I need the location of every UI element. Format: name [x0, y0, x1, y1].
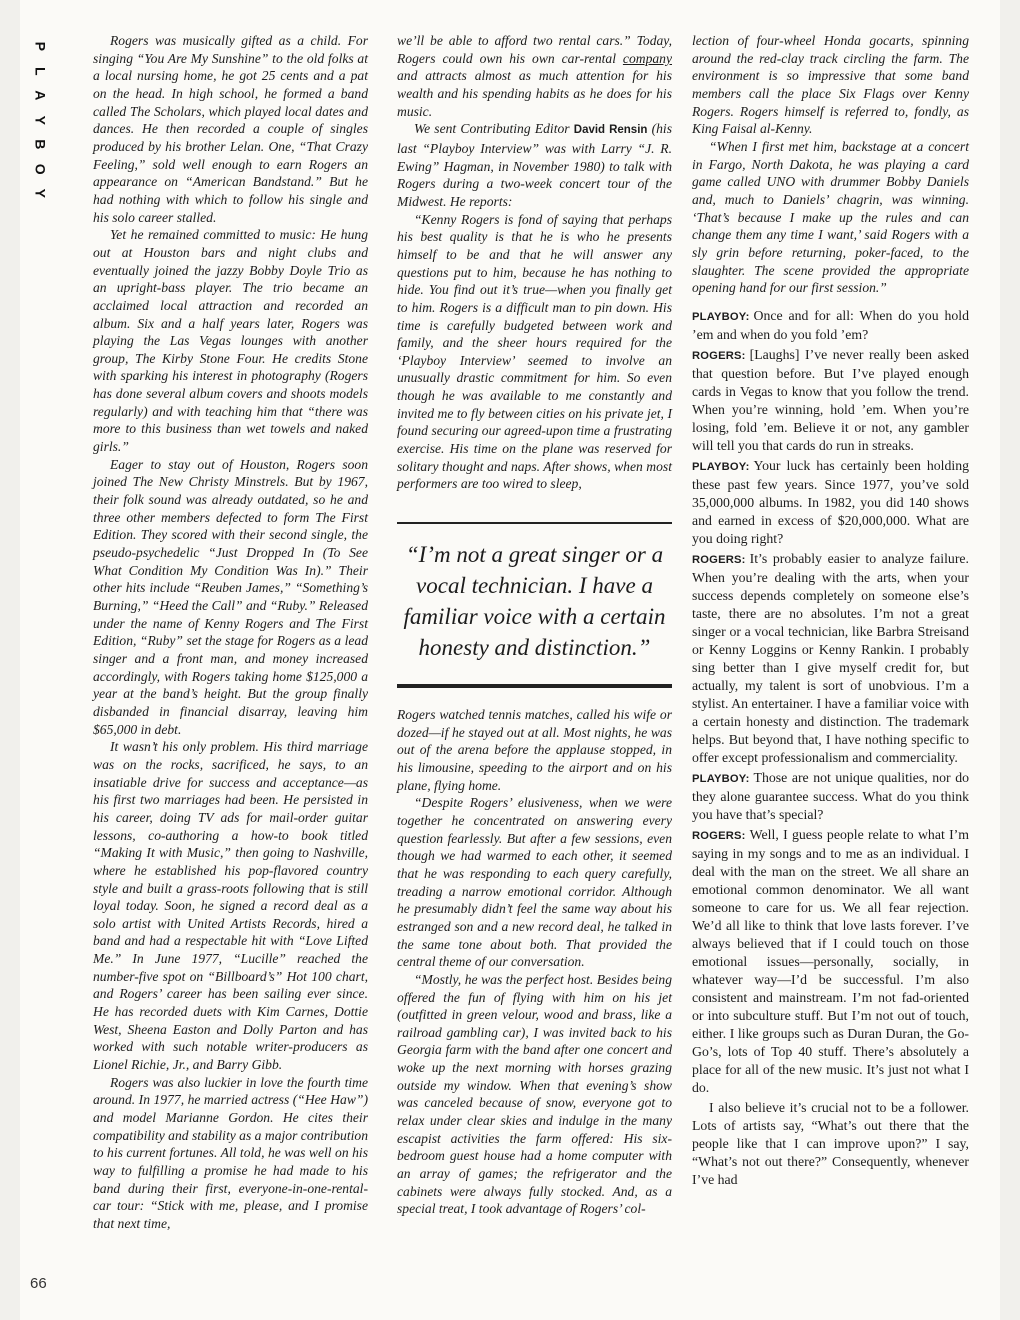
article-column-3: [692, 32, 969, 1189]
speaker-label: ROGERS:: [692, 349, 746, 362]
qa-paragraph: I also believe it’s crucial not to be a follower. Lots of artists say, “What’s out there that the people like that I can improve upon?” I say, “What’s not out there?” Consequently, whenever I’ve had: [692, 1099, 969, 1187]
body-paragraph: lection of four-wheel Honda gocarts, spinning around the red-clay track circling the farm. The environment is so impressive that some band members call the place Six Flags over Kenny Rogers. Rogers himself is referred to, fondly, as King Faisal al-Kenny.: [692, 33, 969, 137]
speaker-label: ROGERS:: [692, 829, 746, 842]
running-head-letter: L: [32, 66, 49, 76]
text-run: We sent Contributing Editor: [414, 121, 574, 137]
qa-text: Once and for all: When do you hold ’em and when do you fold ’em?: [692, 307, 969, 342]
pull-quote-text: “I’m not a great singer or a vocal technician. I have a familiar voice with a certain honesty and distinction.”: [403, 542, 666, 660]
magazine-running-head: [33, 34, 47, 206]
body-paragraph: Rogers watched tennis matches, called his wife or dozed—if he stayed out at all. Most nights, he was out of the arena before the applause stopped, in his limousine, speeding to the airport and on his plane, flying home.: [397, 707, 672, 793]
text-run: we’ll be able to afford two rental cars.” Today, Rogers could own his own car-rental: [397, 33, 672, 66]
editor-name: David Rensin: [573, 124, 648, 137]
speaker-label: PLAYBOY:: [692, 772, 750, 785]
running-head-letter: O: [32, 163, 49, 175]
body-paragraph: “Despite Rogers’ elusiveness, when we were together he concentrated on answering every question fearlessly. But after a few sessions, even though we had warmed to each other, it seemed that he was responding to each query carefully, treading a narrow emotional corridor. Although he presumably didn’t feel the same way about his estranged son and a new record deal, he talked in the same tone about both. That provided the central theme of our conversation.: [397, 795, 672, 970]
article-column-2: [397, 32, 672, 493]
article-column-1: [93, 32, 368, 1233]
body-paragraph: Rogers was musically gifted as a child. For singing “You Are My Sunshine” to the old folks at a local nursing home, he got 25 cents and a pat on the head. In high school, he formed a band called The Scholars, which played local dates and dances. He then recorded a couple of singles produced by his brother Lelan. One, “That Crazy Feeling,” sold well enough to earn Rogers an appearance on “American Bandstand.” But he had nothing with which to follow his single and his solo career stalled.: [93, 33, 368, 225]
qa-text: Those are not unique qualities, nor do they alone guarantee success. What do you think you have that’s special?: [692, 769, 969, 822]
body-paragraph: “When I first met him, backstage at a concert in Fargo, North Dakota, he was playing a card game called UNO with drummer Bobby Daniels and, much to Daniels’ chagrin, was winning. ‘That’s because I make up the rules and can change them any time I want,’ said Rogers with a sly grin before returning, poker-faced, to the slaughter. The scene provided the appropriate opening hand for our first session.”: [692, 138, 969, 296]
qa-paragraph: [692, 346, 969, 455]
qa-paragraph: [692, 307, 969, 344]
qa-text: Your luck has certainly been holding these past few years. Since 1977, you’ve sold 35,000,000 albums. In 1982, you did 140 shows and earned in excess of $20,000,000. What are you doing right?: [692, 457, 969, 546]
qa-text: It’s probably easier to analyze failure. When you’re dealing with the arts, when your success depends completely on someone else’s taste, there are no absolutes. I’m not a great singer or a vocal technician, like Barbra Streisand or Kenny Loggins or Kenny Rankin. I probably sing better than I give myself credit for, but actually, my talent is sort of unobvious. I’m a stylist. An entertainer. I have a familiar voice with a certain honesty and distinction. The trademark helps. But beyond that, I have nothing specific to offer except professionalism and commerciality.: [692, 550, 969, 765]
running-head-letter: Y: [32, 188, 49, 198]
body-paragraph: Rogers was also luckier in love the fourth time around. In 1977, he married actress (“Hee Haw”) and model Marianne Gordon. He cites their compatibility and stability as a major contribution to his current fortunes. All told, he was well on his way to fulfilling a promise he had made to his band during their first, everyone-in-one-rental-car tour: “Stick with me, please, and I promise that next time,: [93, 1074, 368, 1231]
speaker-label: PLAYBOY:: [692, 460, 750, 473]
running-head-letter: Y: [32, 115, 49, 125]
running-head-letter: A: [32, 90, 49, 101]
pull-quote: [397, 522, 672, 688]
speaker-label: ROGERS:: [692, 553, 746, 566]
speaker-label: PLAYBOY:: [692, 310, 750, 323]
interview-qa: [692, 307, 969, 1189]
text-run: and attracts almost as much attention for his wealth and his spending habits as he does for his music.: [397, 68, 672, 119]
qa-text: Well, I guess people relate to what I’m saying in my songs and to me as an individual. I deal with the man on the street. We all share an emotional common denominator. We all want someone to care for us. We all fear rejection. We’d all like to think that love lasts forever. I’ve always believed that if I could touch on those emotional issues—personally, socially, in whatever way—I’d be successful. I’m also consistent and mainstream. I’m not fad-oriented or into subculture stuff. But I’m not out of touch, either. I like groups such as Duran Duran, the Go-Go’s, lots of Top 40 stuff. There’s absolutely a place for all of the new music. It’s just not what I do.: [692, 826, 969, 1095]
body-paragraph: It wasn’t his only problem. His third marriage was on the rocks, sacrificed, he says, to an insatiable drive for success and acceptance—as his first two marriages had been. He persisted in his career, doing TV ads for mail-order guitar lessons, co-authoring a how-to book titled “Making It with Music,” then going to Nashville, where he established his pop-flavored country style and built a grass-roots following that is still loyal today. Soon, he signed a record deal as a solo artist with United Artists Records, hired a band and had a respectable hit with “Love Lifted Me.” In June 1977, “Lucille” reached the number-five spot on “Billboard’s” Hot 100 chart, and Rogers’ career has been sailing ever since. He has recorded duets with Kim Carnes, Dottie West, Sheena Easton and Dolly Parton and has worked with such notable writer-producers as Lionel Richie, Jr., and Barry Gibb.: [93, 739, 368, 1073]
body-paragraph: [397, 32, 672, 120]
intro-continuation: [692, 32, 969, 297]
running-head-letter: B: [32, 139, 49, 150]
qa-paragraph: [692, 457, 969, 548]
body-paragraph: “Mostly, he was the perfect host. Besides being offered the fun of flying with him on his jet (outfitted in green velour, wood and brass, like a railroad gambling car), I was invited back to his Georgia farm with the band after one concert and woke up the next morning with horses grazing outside my window. When that evening’s show was canceled because of snow, everyone got to relax under clear skies and indulge in the many escapist activities the farm offered: His six-bedroom guest house had a home computer with an array of games; the refrigerator and the cabinets were always fully stocked. And, as a special treat, I took advantage of Rogers’ col-: [397, 971, 672, 1217]
body-paragraph: [397, 120, 672, 210]
text-run: (his last “Playboy Interview” was with Larry “J. R. Ewing” Hagman, in November 1980) to talk with Rogers during a two-week concert tour of the Midwest. He reports:: [397, 121, 673, 209]
article-column-2-lower: [397, 706, 672, 1218]
section-spacer: [692, 297, 969, 307]
body-paragraph: Yet he remained committed to music: He hung out at Houston bars and night clubs and eventually joined the jazzy Bobby Doyle Trio as an upright-bass player. The trio became an acclaimed local attraction and recorded an album. Six and a half years later, Rogers was playing the Las Vegas lounges with another group, The Kirby Stone Four. He credits Stone with sparking his interest in photography (Rogers has done several album covers and shoots models regularly) and with teaching him that “there was more to this business than wet towels and naked girls.”: [93, 227, 368, 455]
qa-text: [Laughs] I’ve never really been asked that question before. But I’ve played enough cards in Vegas to know that you follow the trend. When you’re winning, hold ’em. When you’re losing, fold ’em. Believe it or not, any gambler will tell you that cards do run in streaks.: [692, 346, 969, 453]
body-paragraph: Eager to stay out of Houston, Rogers soon joined The New Christy Minstrels. But by 1967, their folk sound was already outdated, so he and three other members defected to form The First Edition. They scored with their second single, the pseudo-psychedelic “Just Dropped In (To See What Condition My Condition Was In).” Their other hits include “Reuben James,” “Something’s Burning,” “Heed the Call” and “Ruby.” Released under the name of Kenny Rogers and The First Edition, “Ruby” set the stage for Rogers as a lead singer and a front man, and money increased accordingly, with Rogers taking home $125,000 a year at the band’s height. But the group finally disbanded in financial disarray, leaving him $65,000 in debt.: [93, 456, 368, 737]
body-paragraph: “Kenny Rogers is fond of saying that perhaps his best quality is that he is who he presents himself to be and that he will answer any questions put to him, because he has nothing to hide. You find out it’s true—when you finally get to him. Rogers is a difficult man to pin down. His time is carefully budgeted between work and family, and the sheer hours required for the ‘Playboy Interview’ seemed to involve an unusually drastic commitment for him. So even though he was available to me constantly and invited me to fly between cities on his private jet, I found securing our agreed-upon time a frustrating exercise. His time on the plane was reserved for solitary thought and naps. After shows, when most performers are too wired to sleep,: [397, 211, 672, 492]
page-number: 66: [30, 1275, 47, 1292]
company-link[interactable]: company: [622, 50, 672, 66]
qa-paragraph: [692, 826, 969, 1097]
running-head-letter: P: [32, 41, 49, 51]
qa-paragraph: [692, 769, 969, 824]
qa-paragraph: [692, 550, 969, 767]
